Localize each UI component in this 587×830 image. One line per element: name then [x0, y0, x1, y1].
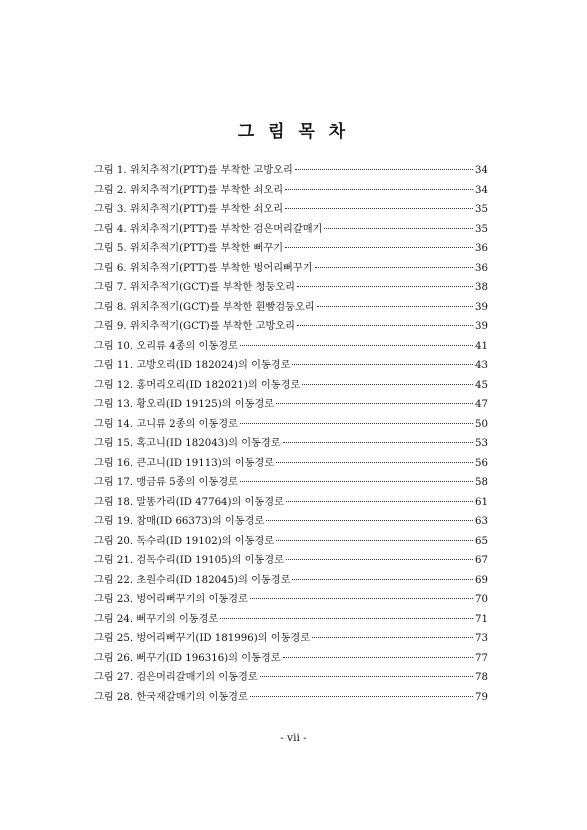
toc-entry	[94, 356, 488, 376]
toc-entry-label: 그림 8. 위치추적기(GCT)를 부착한 흰빰검둥오리	[94, 301, 315, 313]
toc-entry-label: 그림 17. 맹금류 5종의 이동경로	[94, 477, 238, 488]
dot-leader	[324, 228, 473, 229]
dot-leader	[286, 501, 473, 502]
toc-entry-label: 그림 27. 검은머리갈매기의 이동경로	[94, 672, 258, 683]
dot-leader	[312, 637, 473, 638]
toc-entry-page: 35	[475, 223, 488, 235]
toc-entry-label: 그림 3. 위치추적기(PTT)를 부착한 쇠오리	[94, 204, 284, 215]
toc-entry-page: 65	[475, 535, 488, 547]
toc-entry-page: 71	[475, 613, 488, 625]
dot-leader	[240, 345, 473, 346]
toc-entry	[94, 415, 488, 435]
toc-entry-page: 47	[475, 399, 488, 410]
toc-entry-label: 그림 18. 말똥가리(ID 47764)의 이동경로	[94, 496, 284, 508]
toc-entry	[94, 629, 488, 649]
toc-entry-page: 34	[475, 165, 488, 176]
toc-entry-label: 그림 12. 홍머리오리(ID 182021)의 이동경로	[94, 379, 301, 391]
toc-entry-label: 그림 11. 고방오리(ID 182024)의 이동경로	[94, 360, 291, 371]
toc-entry-label: 그림 24. 뻐꾸기의 이동경로	[94, 613, 219, 625]
toc-entry	[94, 571, 488, 591]
dot-leader	[285, 189, 473, 190]
dot-leader	[220, 618, 473, 619]
page-number: - vii -	[280, 732, 307, 744]
toc-entry	[94, 473, 488, 493]
toc-entry	[94, 317, 488, 337]
dot-leader	[283, 442, 473, 443]
toc-entry-label: 그림 4. 위치추적기(PTT)를 부착한 검은머리갈매기	[94, 223, 323, 235]
dot-leader	[250, 696, 473, 697]
toc-entry-page: 53	[475, 438, 488, 449]
toc-entry	[94, 532, 488, 552]
dot-leader	[240, 481, 473, 482]
dot-leader	[260, 676, 473, 677]
dot-leader	[285, 247, 473, 248]
toc-entry-page: 38	[475, 282, 488, 293]
dot-leader	[285, 208, 473, 209]
toc-entry-label: 그림 14. 고니류 2종의 이동경로	[94, 418, 238, 430]
toc-entry-label: 그림 10. 오리류 4종의 이동경로	[94, 340, 238, 352]
dot-leader	[292, 364, 473, 365]
toc-entry-label: 그림 15. 혹고니(ID 182043)의 이동경로	[94, 438, 281, 449]
toc-entry-label: 그림 6. 위치추적기(PTT)를 부착한 벙어리뻐꾸기	[94, 262, 313, 274]
toc-entry	[94, 688, 488, 708]
toc-entry-label: 그림 9. 위치추적기(GCT)를 부착한 고방오리	[94, 321, 295, 332]
toc-entry-label: 그림 19. 참매(ID 66373)의 이동경로	[94, 516, 265, 527]
toc-entry-label: 그림 13. 황오리(ID 19125)의 이동경로	[94, 399, 275, 410]
toc-entry-page: 77	[475, 652, 488, 664]
toc-entry-page: 43	[475, 360, 488, 371]
toc-entry-label: 그림 7. 위치추적기(GCT)를 부착한 청둥오리	[94, 282, 295, 293]
toc-entry	[94, 239, 488, 259]
dot-leader	[297, 286, 473, 287]
dot-leader	[276, 540, 473, 541]
toc-entry	[94, 512, 488, 532]
toc-entry-page: 39	[475, 301, 488, 313]
toc-entry-label: 그림 21. 검독수리(ID 19105)의 이동경로	[94, 555, 284, 566]
toc-entry-label: 그림 2. 위치추적기(PTT)를 부착한 쇠오리	[94, 184, 284, 196]
toc-entry-label: 그림 22. 초원수리(ID 182045)의 이동경로	[94, 574, 291, 586]
toc-entry	[94, 668, 488, 688]
toc-entry-label: 그림 1. 위치추적기(PTT)를 부착한 고방오리	[94, 165, 293, 176]
dot-leader	[283, 657, 473, 658]
toc-entry	[94, 298, 488, 318]
toc-entry-page: 41	[475, 340, 488, 352]
toc-entry-page: 36	[475, 243, 488, 254]
toc-entry-page: 58	[475, 477, 488, 488]
toc-entry-page: 73	[475, 633, 488, 644]
toc-entry	[94, 278, 488, 298]
toc-entry-page: 45	[475, 379, 488, 391]
toc-entry-page: 69	[475, 574, 488, 586]
toc-entry-label: 그림 28. 한국재갈매기의 이동경로	[94, 691, 248, 703]
toc-entry-page: 70	[475, 594, 488, 605]
toc-entry	[94, 434, 488, 454]
dot-leader	[302, 384, 473, 385]
toc-entry	[94, 590, 488, 610]
toc-entry	[94, 493, 488, 513]
dot-leader	[292, 579, 473, 580]
dot-leader	[276, 462, 473, 463]
toc-entry-label: 그림 25. 벙어리뻐꾸기(ID 181996)의 이동경로	[94, 633, 311, 644]
toc-entry	[94, 259, 488, 279]
toc-entry	[94, 454, 488, 474]
dot-leader	[266, 520, 473, 521]
toc-entry-page: 50	[475, 418, 488, 430]
toc-entry-page: 78	[475, 672, 488, 683]
toc-entry-page: 67	[475, 555, 488, 566]
toc-entry-label: 그림 5. 위치추적기(PTT)를 부착한 뻐꾸기	[94, 243, 284, 254]
toc-entry	[94, 610, 488, 630]
dot-leader	[250, 598, 473, 599]
toc-entry	[94, 220, 488, 240]
toc-entry	[94, 200, 488, 220]
dot-leader	[240, 423, 473, 424]
toc-entry	[94, 181, 488, 201]
toc-entry-label: 그림 26. 뻐꾸기(ID 196316)의 이동경로	[94, 652, 281, 664]
toc-entry-page: 61	[475, 496, 488, 508]
toc-entry-label: 그림 20. 독수리(ID 19102)의 이동경로	[94, 535, 275, 547]
dot-leader	[295, 169, 473, 170]
dot-leader	[315, 267, 473, 268]
dot-leader	[286, 559, 473, 560]
toc-entry	[94, 649, 488, 669]
toc-entry	[94, 161, 488, 181]
toc-entry	[94, 551, 488, 571]
toc-entry-label: 그림 23. 벙어리뻐꾸기의 이동경로	[94, 594, 248, 605]
toc-entry-page: 56	[475, 457, 488, 469]
toc-entry	[94, 376, 488, 396]
toc-entry-page: 79	[475, 691, 488, 703]
dot-leader	[297, 325, 473, 326]
toc-entry-label: 그림 16. 큰고니(ID 19113)의 이동경로	[94, 457, 275, 469]
page-title: 그 림 목 차	[237, 122, 350, 142]
toc-entry-page: 39	[475, 321, 488, 332]
toc-entry-page: 63	[475, 516, 488, 527]
toc-entry	[94, 395, 488, 415]
toc-entry-page: 34	[475, 184, 488, 196]
figure-list	[94, 161, 488, 707]
toc-entry	[94, 337, 488, 357]
toc-entry-page: 35	[475, 204, 488, 215]
toc-entry-page: 36	[475, 262, 488, 274]
dot-leader	[276, 403, 473, 404]
dot-leader	[317, 306, 473, 307]
